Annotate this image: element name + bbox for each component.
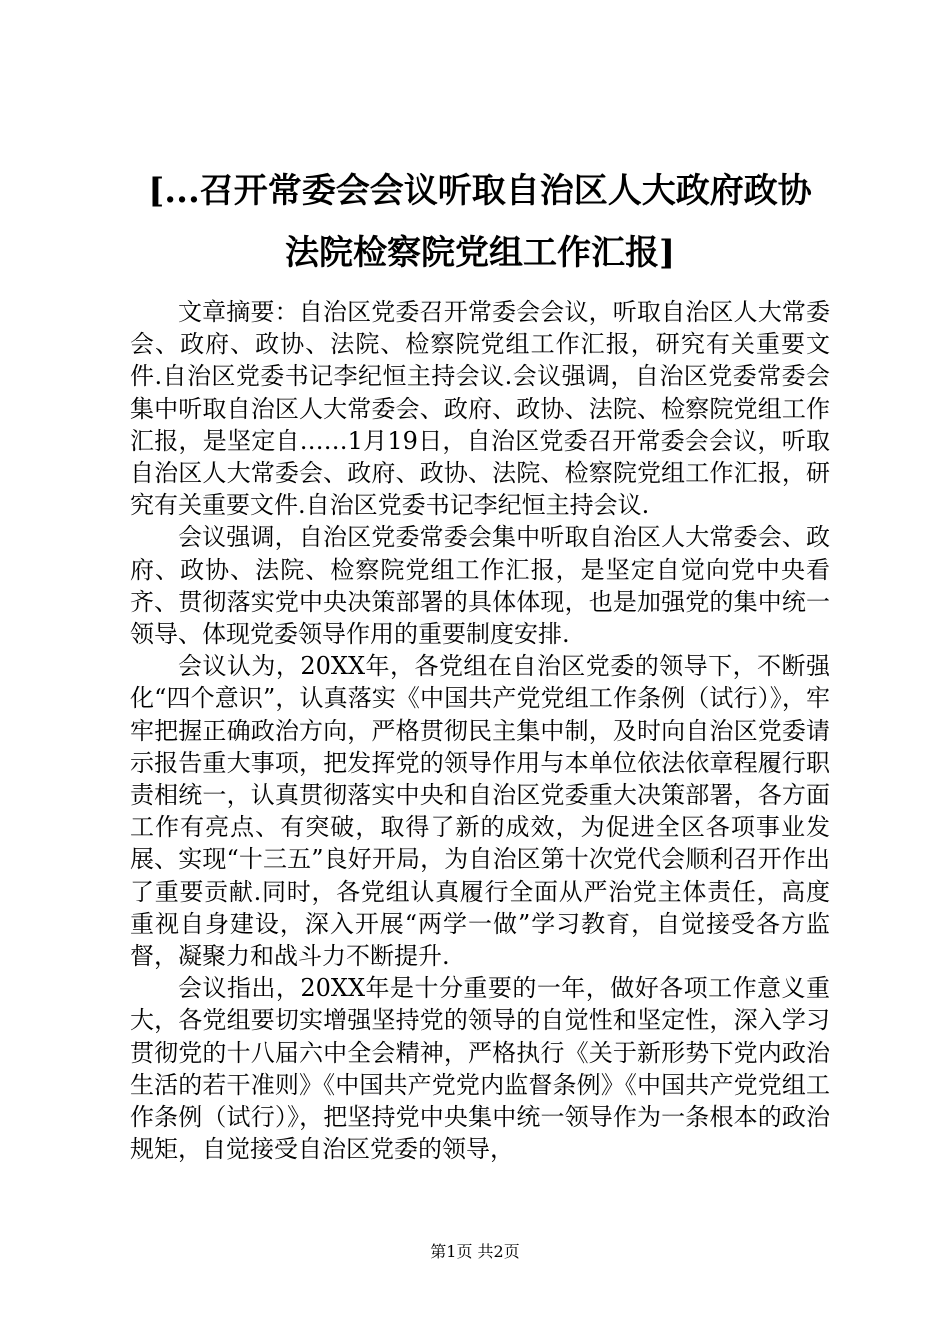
paragraph: 会议指出，20XX年是十分重要的一年，做好各项工作意义重大，各党组要切实增强坚持党的领导的自觉性和坚定性，深入学习贯彻党的十八届六中全会精神，严格执行《关于新形势下党内政治生活的若干准则》《中国共产党党内监督条例》《中国共产党党组工作条例（试行）》，把坚持党中央集中统一领导作为一条根本的政治规矩，自觉接受自治区党委的领导， xyxy=(130,974,830,1164)
page-number-footer: 第1页 共2页 xyxy=(430,1242,520,1261)
document-body xyxy=(130,296,830,1165)
paragraph: 会议强调，自治区党委常委会集中听取自治区人大常委会、政府、政协、法院、检察院党组工作汇报，是坚定自觉向党中央看齐、贯彻落实党中央决策部署的具体体现，也是加强党的集中统一领导、体现党委领导作用的重要制度安排. xyxy=(130,523,830,649)
title-line-1: [...召开常委会会议听取自治区人大政府政协 xyxy=(148,171,812,211)
document-title xyxy=(120,160,840,284)
paragraph-abstract: 文章摘要：自治区党委召开常委会会议，听取自治区人大常委会、政府、政协、法院、检察院党组工作汇报，研究有关重要文件.自治区党委书记李纪恒主持会议.会议强调，自治区党委常委会集中听取自治区人大常委会、政府、政协、法院、检察院党组工作汇报，是坚定自……1月19日，自治区党委召开常委会会议，听取自治区人大常委会、政府、政协、法院、检察院党组工作汇报，研究有关重要文件.自治区党委书记李纪恒主持会议. xyxy=(130,298,830,520)
title-line-2: 法院检察院党组工作汇报] xyxy=(284,233,676,273)
paragraph: 会议认为，20XX年，各党组在自治区党委的领导下，不断强化“四个意识”，认真落实《中国共产党党组工作条例（试行）》，牢牢把握正确政治方向，严格贯彻民主集中制，及时向自治区党委请示报告重大事项，把发挥党的领导作用与本单位依法依章程履行职责相统一，认真贯彻落实中央和自治区党委重大决策部署，各方面工作有亮点、有突破，取得了新的成效，为促进全区各项事业发展、实现“十三五”良好开局，为自治区第十次党代会顺利召开作出了重要贡献.同时，各党组认真履行全面从严治党主体责任，高度重视自身建设，深入开展“两学一做”学习教育，自觉接受各方监督，凝聚力和战斗力不断提升. xyxy=(130,652,830,971)
